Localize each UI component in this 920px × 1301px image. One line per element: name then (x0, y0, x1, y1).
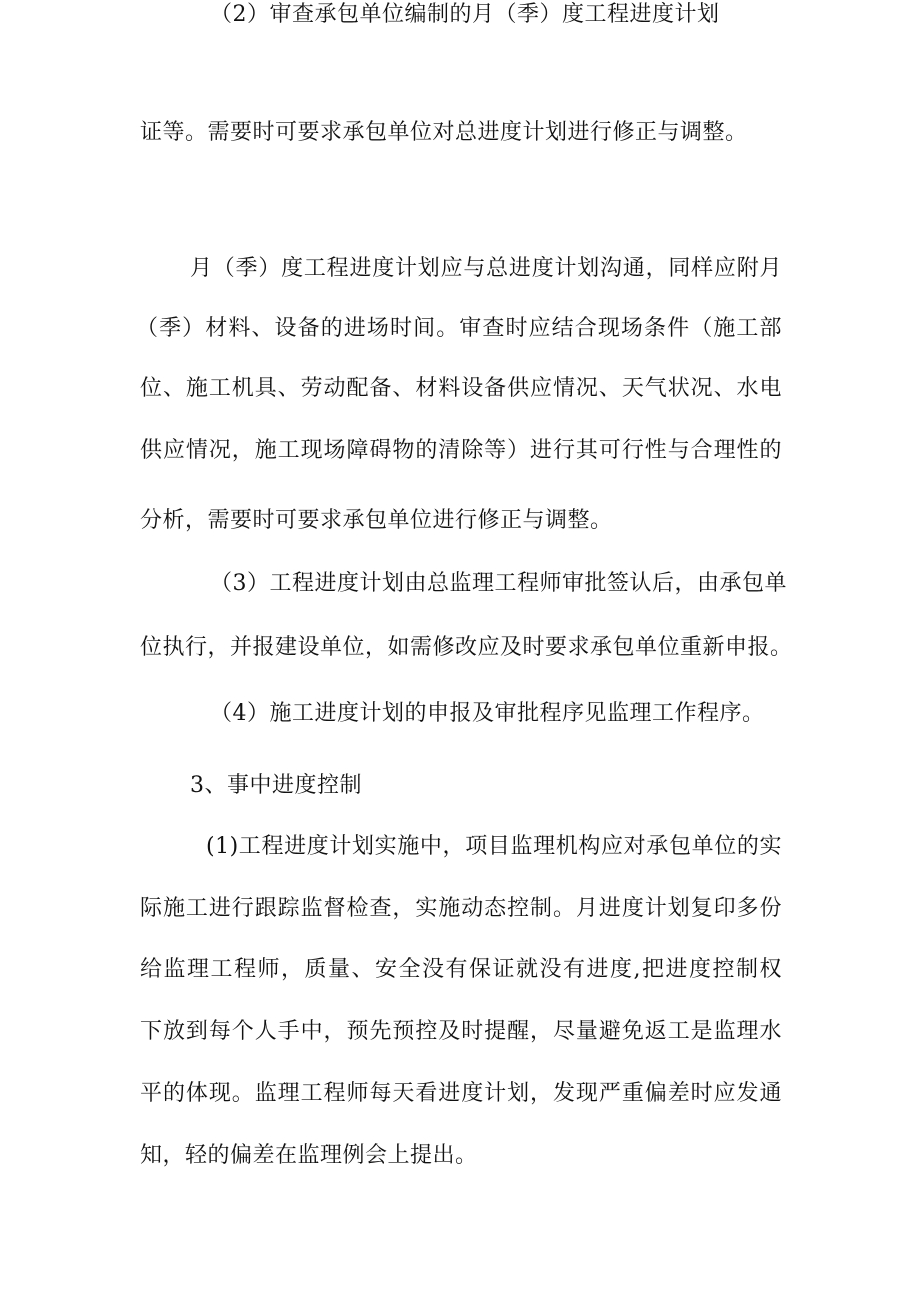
paragraph-line-13: 际施工进行跟踪监督检查，实施动态控制。月进度计划复印多份 (140, 896, 782, 921)
paragraph-line-17: 知，轻的偏差在监理例会上提出。 (140, 1143, 478, 1168)
paragraph-line-7: 分析，需要时可要求承包单位进行修正与调整。 (140, 508, 613, 533)
paragraph-line-1: 证等。需要时可要求承包单位对总进度计划进行修正与调整。 (140, 120, 748, 145)
paragraph-line-10: （4）施工进度计划的申报及审批程序见监理工作程序。 (210, 701, 765, 726)
paragraph-line-5: 位、施工机具、劳动配备、材料设备供应情况、天气状况、水电 (140, 376, 782, 401)
paragraph-line-8: （3）工程进度计划由总监理工程师审批签认后，由承包单 (210, 571, 787, 596)
paragraph-line-9: 位执行，并报建设单位，如需修改应及时要求承包单位重新申报。 (140, 635, 793, 660)
paragraph-line-3: 月（季）度工程进度计划应与总进度计划沟通，同样应附月 (190, 256, 782, 281)
paragraph-line-14: 给监理工程师，质量、安全没有保证就没有进度,把进度控制权 (140, 957, 782, 982)
heading-line-2: （2）审查承包单位编制的月（季）度工程进度计划 (210, 2, 720, 27)
paragraph-line-15: 下放到每个人手中，预先预控及时提醒，尽量避免返工是监理水 (140, 1019, 782, 1044)
paragraph-line-4: （季）材料、设备的进场时间。审查时应结合现场条件（施工部 (136, 316, 782, 341)
section-heading-3: 3、事中进度控制 (190, 773, 362, 798)
paragraph-line-12: (1)工程进度计划实施中，项目监理机构应对承包单位的实 (206, 834, 782, 859)
paragraph-line-16: 平的体现。监理工程师每天看进度计划，发现严重偏差时应发通 (140, 1081, 782, 1106)
paragraph-line-6: 供应情况，施工现场障碍物的清除等）进行其可行性与合理性的 (140, 438, 782, 463)
